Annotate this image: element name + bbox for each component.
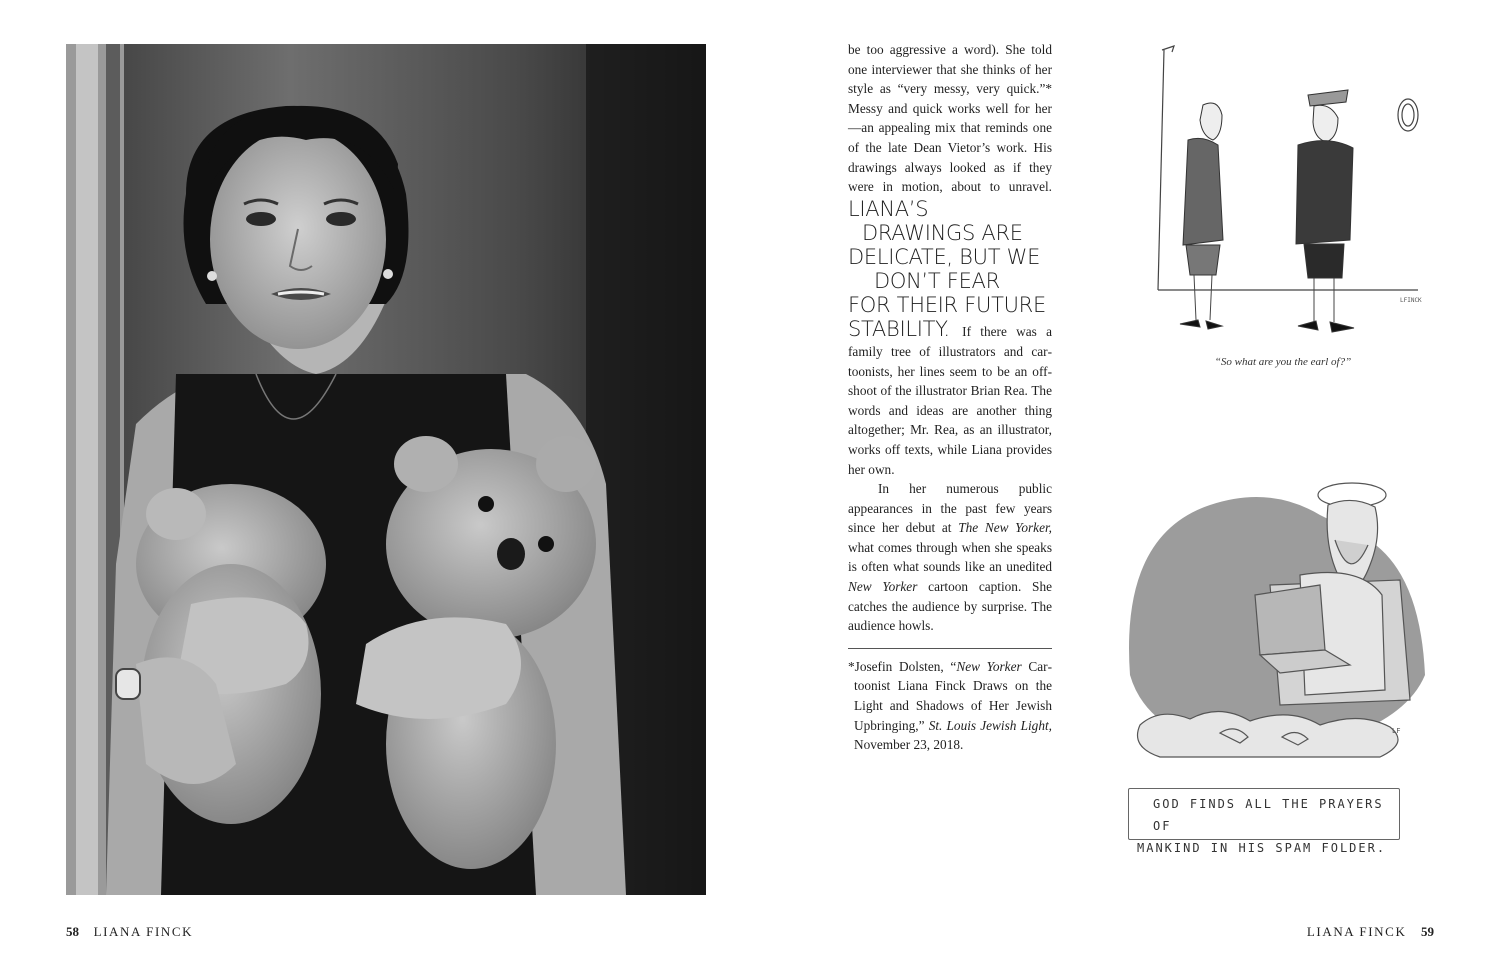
footnote-divider xyxy=(848,648,1052,649)
paragraph-1 xyxy=(848,40,1052,479)
paragraph-1-text-b: If there was a family tree of illustrators and cartoonists, her lines seem to be an offshoot of the illustrator Brian Rea. The words and ideas are another thing altogether; Mr. Rea, as an illustrator, works off texts, while Liana provides her own. xyxy=(848,324,1052,477)
footnote-source: St. Louis Jewish Light, xyxy=(928,717,1052,733)
caption-line: MANKIND IN HIS SPAM FOLDER. xyxy=(1137,841,1387,855)
god-cartoon-caption-box xyxy=(1128,788,1400,855)
caption-line: GOD FINDS ALL THE PRAYERS OF xyxy=(1153,797,1384,833)
paragraph-2-text-a: In her numerous public appearances in the past few years since her debut at xyxy=(848,481,1052,536)
earl-cartoon xyxy=(1118,40,1448,345)
footnote-text-c: November 23, 2018. xyxy=(854,737,964,753)
portrait-illustration xyxy=(66,44,706,895)
god-cartoon-drawing xyxy=(1120,475,1430,775)
pull-quote-line: LIANA’S xyxy=(848,196,929,221)
paragraph-2-text-c: cartoon caption. She catches the audience by surprise. The audience howls. xyxy=(848,579,1052,634)
earl-cartoon-caption: “So what are you the earl of?” xyxy=(1214,356,1352,368)
god-cartoon xyxy=(1120,475,1430,775)
pull-quote-line: FOR THEIR FUTURE xyxy=(848,293,1046,318)
pull-quote-line: DRAWINGS ARE xyxy=(862,221,1023,246)
cartoon-signature: LFINCK xyxy=(1400,297,1422,304)
paragraph-1-text-a: be too aggressive a word). She told one interviewer that she thinks of her style as “very messy, very quick.”* Messy and quick works well for her—an appealing mix that reminds one of the late Dean Vietor’s work. His drawings always looked as if they were in motion, about to unravel. xyxy=(848,42,1052,195)
paragraph-2 xyxy=(848,479,1052,636)
left-folio xyxy=(66,924,193,940)
right-folio xyxy=(1307,924,1434,940)
article-body xyxy=(848,40,1052,755)
paragraph-2-text-b: what comes through when she speaks is often what sounds like an unedited xyxy=(848,539,1052,575)
publication-name: New Yorker xyxy=(848,579,918,595)
pull-quote-line: DELICATE, BUT WE xyxy=(848,245,1041,270)
pull-quote xyxy=(848,197,1052,342)
portrait-photo xyxy=(66,44,706,895)
page-number: 59 xyxy=(1421,924,1434,939)
footnote xyxy=(848,657,1052,755)
running-head: LIANA FINCK xyxy=(93,924,194,939)
footnote-text-b: Cartoonist Liana Finck Draws on the Light and Shadows of Her Jewish Upbringing,” xyxy=(854,658,1052,733)
publication-name: The New Yorker, xyxy=(958,520,1053,536)
pull-quote-line: STABILITY. xyxy=(848,317,950,342)
footnote-publication: New Yorker xyxy=(956,658,1022,674)
pull-quote-line: DON’T FEAR xyxy=(874,269,1000,294)
page-number: 58 xyxy=(66,924,79,939)
running-head: LIANA FINCK xyxy=(1306,924,1407,939)
earl-cartoon-drawing xyxy=(1118,40,1448,345)
cartoon-signature: LF xyxy=(1392,727,1401,735)
footnote-text-a: *Josefin Dolsten, “ xyxy=(848,658,957,674)
